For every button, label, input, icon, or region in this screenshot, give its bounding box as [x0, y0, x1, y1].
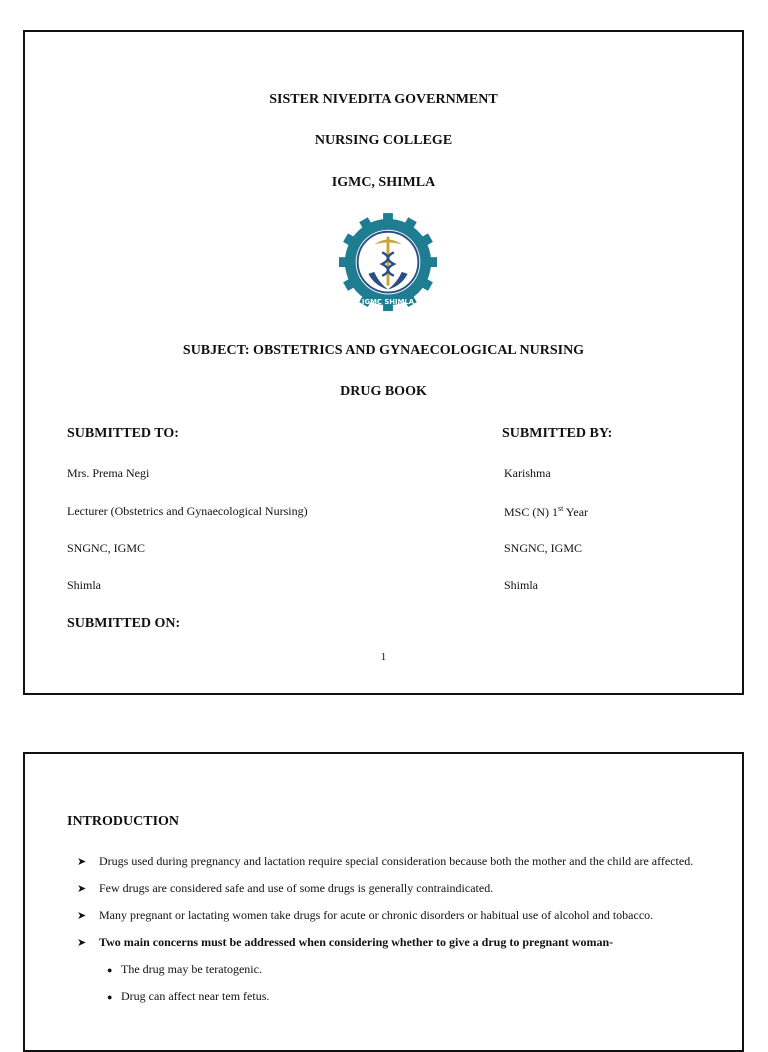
- sub-list-item-text: The drug may be teratogenic.: [121, 962, 262, 976]
- submitted-on-heading: SUBMITTED ON:: [67, 616, 181, 631]
- college-logo: [339, 212, 437, 322]
- submitted-to-city: Shimla: [67, 578, 102, 592]
- introduction-list: [77, 853, 693, 1015]
- dot-bullet-icon: ●: [107, 965, 113, 975]
- course-superscript: st: [558, 504, 564, 513]
- college-name-line2: NURSING COLLEGE: [314, 133, 453, 148]
- submitted-by-city: Shimla: [504, 578, 539, 592]
- list-item-text: Drugs used during pregnancy and lactation require special consideration because both the mother and the child are affected.: [99, 854, 694, 868]
- submitted-to-heading: SUBMITTED TO:: [67, 426, 179, 441]
- sub-list-item: [77, 961, 693, 988]
- introduction-page: [23, 752, 744, 1052]
- subject-title: SUBJECT: OBSTETRICS AND GYNAECOLOGICAL NURSING: [182, 343, 585, 358]
- sub-list-item-text: Drug can affect near tem fetus.: [121, 989, 270, 1003]
- submitted-to-designation: Lecturer (Obstetrics and Gynaecological Nursing): [67, 504, 308, 518]
- list-item-text: Two main concerns must be addressed when considering whether to give a drug to pregnant woman-: [99, 935, 614, 949]
- list-item: [77, 880, 693, 907]
- document-title: DRUG BOOK: [340, 384, 427, 399]
- college-location: IGMC, SHIMLA: [331, 175, 436, 190]
- list-item: [77, 934, 693, 961]
- list-item-text: Many pregnant or lactating women take drugs for acute or chronic disorders or habitual use of alcohol and tobacco.: [99, 908, 654, 922]
- arrow-bullet-icon: ➤: [77, 883, 87, 895]
- submitted-by-heading: SUBMITTED BY:: [502, 426, 613, 441]
- cover-page: [23, 30, 744, 695]
- arrow-bullet-icon: ➤: [77, 856, 87, 868]
- list-item: [77, 853, 693, 880]
- course-suffix: Year: [563, 505, 589, 519]
- page-number: 1: [380, 651, 387, 663]
- submitted-to-institution: SNGNC, IGMC: [67, 541, 146, 555]
- introduction-heading: INTRODUCTION: [67, 814, 180, 829]
- college-name-line1: SISTER NIVEDITA GOVERNMENT: [269, 92, 498, 107]
- dot-bullet-icon: ●: [107, 992, 113, 1002]
- submitted-by-institution: SNGNC, IGMC: [504, 541, 583, 555]
- list-item-text: Few drugs are considered safe and use of some drugs is generally contraindicated.: [99, 881, 494, 895]
- course-prefix: MSC (N) 1: [504, 505, 559, 519]
- submitted-by-name: Karishma: [504, 466, 551, 480]
- logo-caption: IGMC SHIMLA: [361, 298, 415, 307]
- arrow-bullet-icon: ➤: [77, 910, 87, 922]
- sub-list-item: [77, 988, 693, 1015]
- list-item: [77, 907, 693, 934]
- submitted-to-name: Mrs. Prema Negi: [67, 466, 150, 480]
- submitted-by-course: [504, 504, 588, 520]
- arrow-bullet-icon: ➤: [77, 937, 87, 949]
